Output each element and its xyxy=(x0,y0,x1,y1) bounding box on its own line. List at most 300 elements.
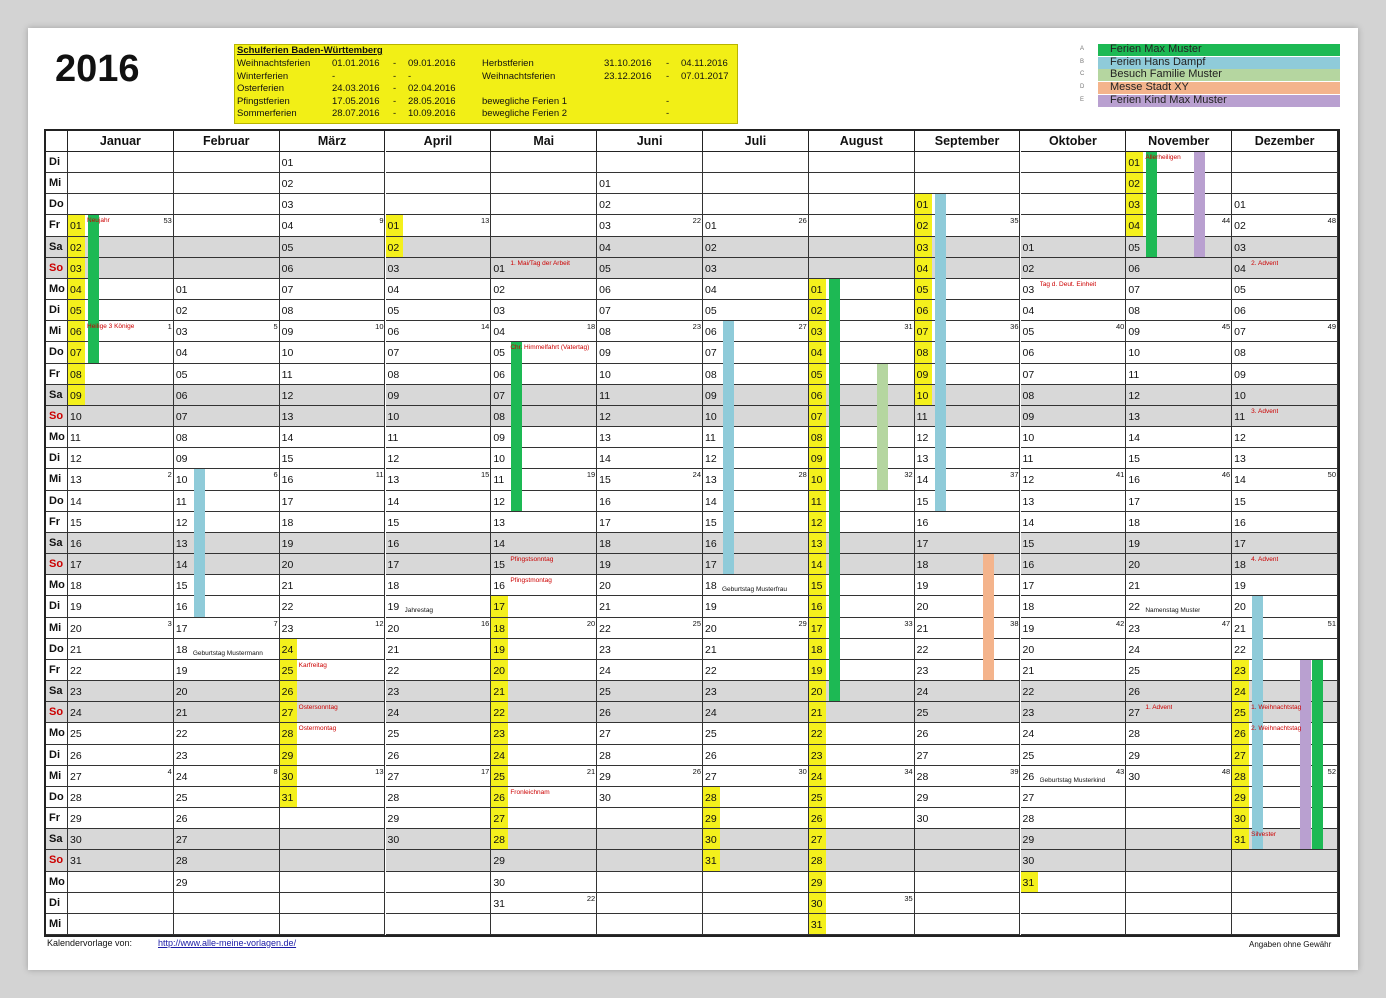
day-cell[interactable] xyxy=(386,237,492,258)
day-cell[interactable] xyxy=(809,321,915,342)
day-cell[interactable] xyxy=(280,829,386,850)
day-cell[interactable] xyxy=(597,258,703,279)
day-cell[interactable] xyxy=(809,787,915,808)
day-cell[interactable] xyxy=(809,279,915,300)
day-cell[interactable] xyxy=(1126,300,1232,321)
day-cell[interactable] xyxy=(491,533,597,554)
day-cell[interactable] xyxy=(597,702,703,723)
day-cell[interactable] xyxy=(1232,406,1338,427)
day-cell[interactable] xyxy=(809,681,915,702)
day-cell[interactable] xyxy=(174,152,280,173)
day-cell[interactable] xyxy=(280,237,386,258)
day-cell[interactable] xyxy=(1021,364,1127,385)
day-cell[interactable] xyxy=(809,152,915,173)
day-cell[interactable] xyxy=(68,427,174,448)
calendar-event[interactable]: 2. Weihnachtstag xyxy=(1251,725,1302,733)
day-cell[interactable] xyxy=(1021,702,1127,723)
day-cell[interactable] xyxy=(1021,512,1127,533)
day-cell[interactable] xyxy=(915,258,1021,279)
day-cell[interactable] xyxy=(703,639,809,660)
day-cell[interactable] xyxy=(597,173,703,194)
day-cell[interactable] xyxy=(809,618,915,639)
day-cell[interactable] xyxy=(491,427,597,448)
day-cell[interactable] xyxy=(280,512,386,533)
day-cell[interactable] xyxy=(280,575,386,596)
day-cell[interactable] xyxy=(68,618,174,639)
day-cell[interactable] xyxy=(174,723,280,744)
day-cell[interactable] xyxy=(809,427,915,448)
day-cell[interactable] xyxy=(386,766,492,787)
day-cell[interactable] xyxy=(491,660,597,681)
day-cell[interactable] xyxy=(809,660,915,681)
day-cell[interactable] xyxy=(386,152,492,173)
day-cell[interactable] xyxy=(386,533,492,554)
day-cell[interactable] xyxy=(174,893,280,914)
day-cell[interactable] xyxy=(703,406,809,427)
day-cell[interactable] xyxy=(703,618,809,639)
day-cell[interactable] xyxy=(174,491,280,512)
day-cell[interactable] xyxy=(703,237,809,258)
calendar-event[interactable]: Geburtstag Musterkind xyxy=(1039,776,1106,784)
calendar-event[interactable]: Pfingstmontag xyxy=(510,577,552,585)
day-cell[interactable] xyxy=(1126,258,1232,279)
day-cell[interactable] xyxy=(174,237,280,258)
day-cell[interactable] xyxy=(174,808,280,829)
day-cell[interactable] xyxy=(1126,512,1232,533)
appointment-bar[interactable] xyxy=(1312,660,1323,849)
day-cell[interactable] xyxy=(597,893,703,914)
calendar-event[interactable]: Chr. Himmelfahrt (Vatertag) xyxy=(510,344,590,352)
day-cell[interactable] xyxy=(68,829,174,850)
day-cell[interactable] xyxy=(68,448,174,469)
day-cell[interactable] xyxy=(703,258,809,279)
appointment-bar[interactable] xyxy=(935,194,946,510)
day-cell[interactable] xyxy=(174,554,280,575)
day-cell[interactable] xyxy=(491,639,597,660)
day-cell[interactable] xyxy=(915,300,1021,321)
day-cell[interactable] xyxy=(68,702,174,723)
day-cell[interactable] xyxy=(386,300,492,321)
day-cell[interactable] xyxy=(174,575,280,596)
day-cell[interactable] xyxy=(1021,152,1127,173)
day-cell[interactable] xyxy=(280,554,386,575)
day-cell[interactable] xyxy=(174,745,280,766)
day-cell[interactable] xyxy=(1232,300,1338,321)
day-cell[interactable] xyxy=(68,745,174,766)
day-cell[interactable] xyxy=(491,279,597,300)
day-cell[interactable] xyxy=(68,173,174,194)
day-cell[interactable] xyxy=(280,808,386,829)
day-cell[interactable] xyxy=(809,406,915,427)
day-cell[interactable] xyxy=(386,723,492,744)
day-cell[interactable] xyxy=(1232,893,1338,914)
day-cell[interactable] xyxy=(68,491,174,512)
day-cell[interactable] xyxy=(386,554,492,575)
day-cell[interactable] xyxy=(280,258,386,279)
day-cell[interactable] xyxy=(809,554,915,575)
day-cell[interactable] xyxy=(386,596,492,617)
day-cell[interactable] xyxy=(174,385,280,406)
day-cell[interactable] xyxy=(68,850,174,871)
day-cell[interactable] xyxy=(68,914,174,935)
day-cell[interactable] xyxy=(1126,745,1232,766)
day-cell[interactable] xyxy=(386,575,492,596)
day-cell[interactable] xyxy=(1232,491,1338,512)
day-cell[interactable] xyxy=(703,872,809,893)
appointment-bar[interactable] xyxy=(511,342,522,510)
day-cell[interactable] xyxy=(809,237,915,258)
day-cell[interactable] xyxy=(386,406,492,427)
day-cell[interactable] xyxy=(491,385,597,406)
day-cell[interactable] xyxy=(280,491,386,512)
day-cell[interactable] xyxy=(386,914,492,935)
day-cell[interactable] xyxy=(915,215,1021,236)
day-cell[interactable] xyxy=(809,491,915,512)
day-cell[interactable] xyxy=(1126,787,1232,808)
day-cell[interactable] xyxy=(280,385,386,406)
day-cell[interactable] xyxy=(1126,893,1232,914)
day-cell[interactable] xyxy=(1021,237,1127,258)
day-cell[interactable] xyxy=(68,660,174,681)
day-cell[interactable] xyxy=(915,237,1021,258)
appointment-bar[interactable] xyxy=(1194,152,1205,257)
calendar-event[interactable]: Karfreitag xyxy=(298,661,327,669)
day-cell[interactable] xyxy=(809,829,915,850)
day-cell[interactable] xyxy=(597,427,703,448)
day-cell[interactable] xyxy=(915,152,1021,173)
day-cell[interactable] xyxy=(280,533,386,554)
day-cell[interactable] xyxy=(597,469,703,490)
day-cell[interactable] xyxy=(1126,618,1232,639)
calendar-event[interactable]: Fronleichnam xyxy=(510,788,550,796)
day-cell[interactable] xyxy=(597,639,703,660)
day-cell[interactable] xyxy=(1021,321,1127,342)
calendar-event[interactable]: 1. Advent xyxy=(1145,704,1173,712)
day-cell[interactable] xyxy=(68,215,174,236)
day-cell[interactable] xyxy=(491,872,597,893)
day-cell[interactable] xyxy=(1021,660,1127,681)
day-cell[interactable] xyxy=(1021,342,1127,363)
day-cell[interactable] xyxy=(703,808,809,829)
day-cell[interactable] xyxy=(1232,872,1338,893)
day-cell[interactable] xyxy=(491,215,597,236)
day-cell[interactable] xyxy=(174,427,280,448)
day-cell[interactable] xyxy=(174,850,280,871)
day-cell[interactable] xyxy=(703,342,809,363)
day-cell[interactable] xyxy=(1126,237,1232,258)
day-cell[interactable] xyxy=(1126,914,1232,935)
day-cell[interactable] xyxy=(68,194,174,215)
day-cell[interactable] xyxy=(1021,194,1127,215)
day-cell[interactable] xyxy=(280,406,386,427)
day-cell[interactable] xyxy=(174,469,280,490)
day-cell[interactable] xyxy=(386,342,492,363)
day-cell[interactable] xyxy=(703,215,809,236)
day-cell[interactable] xyxy=(915,491,1021,512)
day-cell[interactable] xyxy=(1126,173,1232,194)
day-cell[interactable] xyxy=(597,237,703,258)
day-cell[interactable] xyxy=(174,787,280,808)
day-cell[interactable] xyxy=(386,258,492,279)
day-cell[interactable] xyxy=(915,364,1021,385)
day-cell[interactable] xyxy=(491,745,597,766)
calendar-event[interactable]: 1. Mai/Tag der Arbeit xyxy=(510,259,570,267)
day-cell[interactable] xyxy=(1232,575,1338,596)
day-cell[interactable] xyxy=(703,829,809,850)
day-cell[interactable] xyxy=(915,342,1021,363)
day-cell[interactable] xyxy=(809,893,915,914)
day-cell[interactable] xyxy=(597,342,703,363)
day-cell[interactable] xyxy=(915,469,1021,490)
day-cell[interactable] xyxy=(809,173,915,194)
day-cell[interactable] xyxy=(1021,385,1127,406)
day-cell[interactable] xyxy=(703,448,809,469)
day-cell[interactable] xyxy=(809,596,915,617)
day-cell[interactable] xyxy=(68,364,174,385)
day-cell[interactable] xyxy=(174,681,280,702)
day-cell[interactable] xyxy=(68,342,174,363)
day-cell[interactable] xyxy=(1021,575,1127,596)
day-cell[interactable] xyxy=(174,829,280,850)
day-cell[interactable] xyxy=(174,872,280,893)
day-cell[interactable] xyxy=(1126,723,1232,744)
day-cell[interactable] xyxy=(915,681,1021,702)
day-cell[interactable] xyxy=(386,808,492,829)
day-cell[interactable] xyxy=(174,702,280,723)
day-cell[interactable] xyxy=(491,173,597,194)
day-cell[interactable] xyxy=(68,723,174,744)
day-cell[interactable] xyxy=(703,491,809,512)
day-cell[interactable] xyxy=(1232,618,1338,639)
day-cell[interactable] xyxy=(597,787,703,808)
day-cell[interactable] xyxy=(280,215,386,236)
day-cell[interactable] xyxy=(174,173,280,194)
day-cell[interactable] xyxy=(597,215,703,236)
day-cell[interactable] xyxy=(491,364,597,385)
day-cell[interactable] xyxy=(1126,766,1232,787)
day-cell[interactable] xyxy=(703,745,809,766)
day-cell[interactable] xyxy=(280,427,386,448)
calendar-event[interactable]: 1. Weihnachtstag xyxy=(1251,704,1302,712)
day-cell[interactable] xyxy=(809,914,915,935)
day-cell[interactable] xyxy=(1021,893,1127,914)
day-cell[interactable] xyxy=(1126,850,1232,871)
day-cell[interactable] xyxy=(280,364,386,385)
day-cell[interactable] xyxy=(280,194,386,215)
day-cell[interactable] xyxy=(174,660,280,681)
day-cell[interactable] xyxy=(915,850,1021,871)
day-cell[interactable] xyxy=(386,829,492,850)
day-cell[interactable] xyxy=(386,681,492,702)
day-cell[interactable] xyxy=(1232,448,1338,469)
day-cell[interactable] xyxy=(386,702,492,723)
day-cell[interactable] xyxy=(597,808,703,829)
appointment-bar[interactable] xyxy=(1252,596,1263,849)
day-cell[interactable] xyxy=(1021,618,1127,639)
day-cell[interactable] xyxy=(915,512,1021,533)
appointment-bar[interactable] xyxy=(1146,152,1157,257)
day-cell[interactable] xyxy=(1232,173,1338,194)
day-cell[interactable] xyxy=(386,469,492,490)
day-cell[interactable] xyxy=(703,364,809,385)
day-cell[interactable] xyxy=(68,385,174,406)
day-cell[interactable] xyxy=(1232,215,1338,236)
day-cell[interactable] xyxy=(280,639,386,660)
day-cell[interactable] xyxy=(1126,279,1232,300)
calendar-event[interactable]: Ostersonntag xyxy=(298,704,338,712)
day-cell[interactable] xyxy=(280,850,386,871)
day-cell[interactable] xyxy=(809,215,915,236)
day-cell[interactable] xyxy=(597,385,703,406)
day-cell[interactable] xyxy=(809,194,915,215)
day-cell[interactable] xyxy=(703,279,809,300)
day-cell[interactable] xyxy=(280,173,386,194)
day-cell[interactable] xyxy=(597,152,703,173)
day-cell[interactable] xyxy=(280,300,386,321)
day-cell[interactable] xyxy=(1232,469,1338,490)
day-cell[interactable] xyxy=(1021,258,1127,279)
day-cell[interactable] xyxy=(915,639,1021,660)
day-cell[interactable] xyxy=(703,723,809,744)
day-cell[interactable] xyxy=(386,850,492,871)
day-cell[interactable] xyxy=(280,872,386,893)
day-cell[interactable] xyxy=(68,681,174,702)
day-cell[interactable] xyxy=(915,872,1021,893)
day-cell[interactable] xyxy=(386,618,492,639)
day-cell[interactable] xyxy=(915,893,1021,914)
day-cell[interactable] xyxy=(1126,342,1232,363)
day-cell[interactable] xyxy=(491,829,597,850)
day-cell[interactable] xyxy=(1126,406,1232,427)
day-cell[interactable] xyxy=(174,406,280,427)
day-cell[interactable] xyxy=(68,766,174,787)
day-cell[interactable] xyxy=(915,279,1021,300)
day-cell[interactable] xyxy=(280,321,386,342)
day-cell[interactable] xyxy=(1126,215,1232,236)
day-cell[interactable] xyxy=(703,385,809,406)
day-cell[interactable] xyxy=(68,575,174,596)
day-cell[interactable] xyxy=(1021,850,1127,871)
calendar-event[interactable]: Pfingstsonntag xyxy=(510,556,554,564)
appointment-bar[interactable] xyxy=(983,554,994,680)
day-cell[interactable] xyxy=(386,215,492,236)
calendar-event[interactable]: Heilige 3 Könige xyxy=(87,323,135,331)
day-cell[interactable] xyxy=(703,914,809,935)
day-cell[interactable] xyxy=(809,385,915,406)
day-cell[interactable] xyxy=(703,427,809,448)
day-cell[interactable] xyxy=(703,893,809,914)
day-cell[interactable] xyxy=(68,300,174,321)
day-cell[interactable] xyxy=(1021,829,1127,850)
day-cell[interactable] xyxy=(597,872,703,893)
day-cell[interactable] xyxy=(915,173,1021,194)
day-cell[interactable] xyxy=(597,406,703,427)
calendar-event[interactable]: Allerheiligen xyxy=(1145,154,1181,161)
day-cell[interactable] xyxy=(1232,321,1338,342)
day-cell[interactable] xyxy=(68,406,174,427)
day-cell[interactable] xyxy=(597,745,703,766)
day-cell[interactable] xyxy=(1126,872,1232,893)
day-cell[interactable] xyxy=(1232,914,1338,935)
day-cell[interactable] xyxy=(1232,850,1338,871)
day-cell[interactable] xyxy=(1021,300,1127,321)
day-cell[interactable] xyxy=(1232,152,1338,173)
day-cell[interactable] xyxy=(915,321,1021,342)
day-cell[interactable] xyxy=(703,173,809,194)
day-cell[interactable] xyxy=(1232,639,1338,660)
day-cell[interactable] xyxy=(703,533,809,554)
day-cell[interactable] xyxy=(386,364,492,385)
day-cell[interactable] xyxy=(1232,554,1338,575)
day-cell[interactable] xyxy=(915,385,1021,406)
day-cell[interactable] xyxy=(597,850,703,871)
day-cell[interactable] xyxy=(703,321,809,342)
day-cell[interactable] xyxy=(915,660,1021,681)
day-cell[interactable] xyxy=(1126,554,1232,575)
day-cell[interactable] xyxy=(597,766,703,787)
day-cell[interactable] xyxy=(386,512,492,533)
day-cell[interactable] xyxy=(1126,448,1232,469)
day-cell[interactable] xyxy=(809,766,915,787)
day-cell[interactable] xyxy=(68,469,174,490)
day-cell[interactable] xyxy=(174,596,280,617)
day-cell[interactable] xyxy=(915,427,1021,448)
day-cell[interactable] xyxy=(174,512,280,533)
day-cell[interactable] xyxy=(597,533,703,554)
day-cell[interactable] xyxy=(1232,512,1338,533)
day-cell[interactable] xyxy=(491,618,597,639)
day-cell[interactable] xyxy=(597,914,703,935)
day-cell[interactable] xyxy=(1021,533,1127,554)
day-cell[interactable] xyxy=(68,596,174,617)
day-cell[interactable] xyxy=(703,596,809,617)
day-cell[interactable] xyxy=(174,194,280,215)
day-cell[interactable] xyxy=(280,681,386,702)
day-cell[interactable] xyxy=(491,808,597,829)
day-cell[interactable] xyxy=(386,194,492,215)
day-cell[interactable] xyxy=(915,829,1021,850)
day-cell[interactable] xyxy=(68,893,174,914)
day-cell[interactable] xyxy=(280,342,386,363)
day-cell[interactable] xyxy=(491,512,597,533)
day-cell[interactable] xyxy=(1232,258,1338,279)
day-cell[interactable] xyxy=(1021,745,1127,766)
calendar-event[interactable]: Ostermontag xyxy=(298,725,337,733)
day-cell[interactable] xyxy=(174,533,280,554)
day-cell[interactable] xyxy=(915,554,1021,575)
day-cell[interactable] xyxy=(915,914,1021,935)
day-cell[interactable] xyxy=(809,300,915,321)
day-cell[interactable] xyxy=(809,469,915,490)
day-cell[interactable] xyxy=(174,300,280,321)
day-cell[interactable] xyxy=(174,448,280,469)
appointment-bar[interactable] xyxy=(877,364,888,490)
day-cell[interactable] xyxy=(491,491,597,512)
day-cell[interactable] xyxy=(1232,427,1338,448)
day-cell[interactable] xyxy=(491,469,597,490)
day-cell[interactable] xyxy=(491,766,597,787)
day-cell[interactable] xyxy=(809,533,915,554)
day-cell[interactable] xyxy=(1021,639,1127,660)
day-cell[interactable] xyxy=(280,914,386,935)
day-cell[interactable] xyxy=(280,448,386,469)
day-cell[interactable] xyxy=(915,766,1021,787)
day-cell[interactable] xyxy=(703,300,809,321)
appointment-bar[interactable] xyxy=(829,279,840,701)
day-cell[interactable] xyxy=(386,427,492,448)
calendar-event[interactable]: 2. Advent xyxy=(1251,259,1279,267)
day-cell[interactable] xyxy=(174,342,280,363)
